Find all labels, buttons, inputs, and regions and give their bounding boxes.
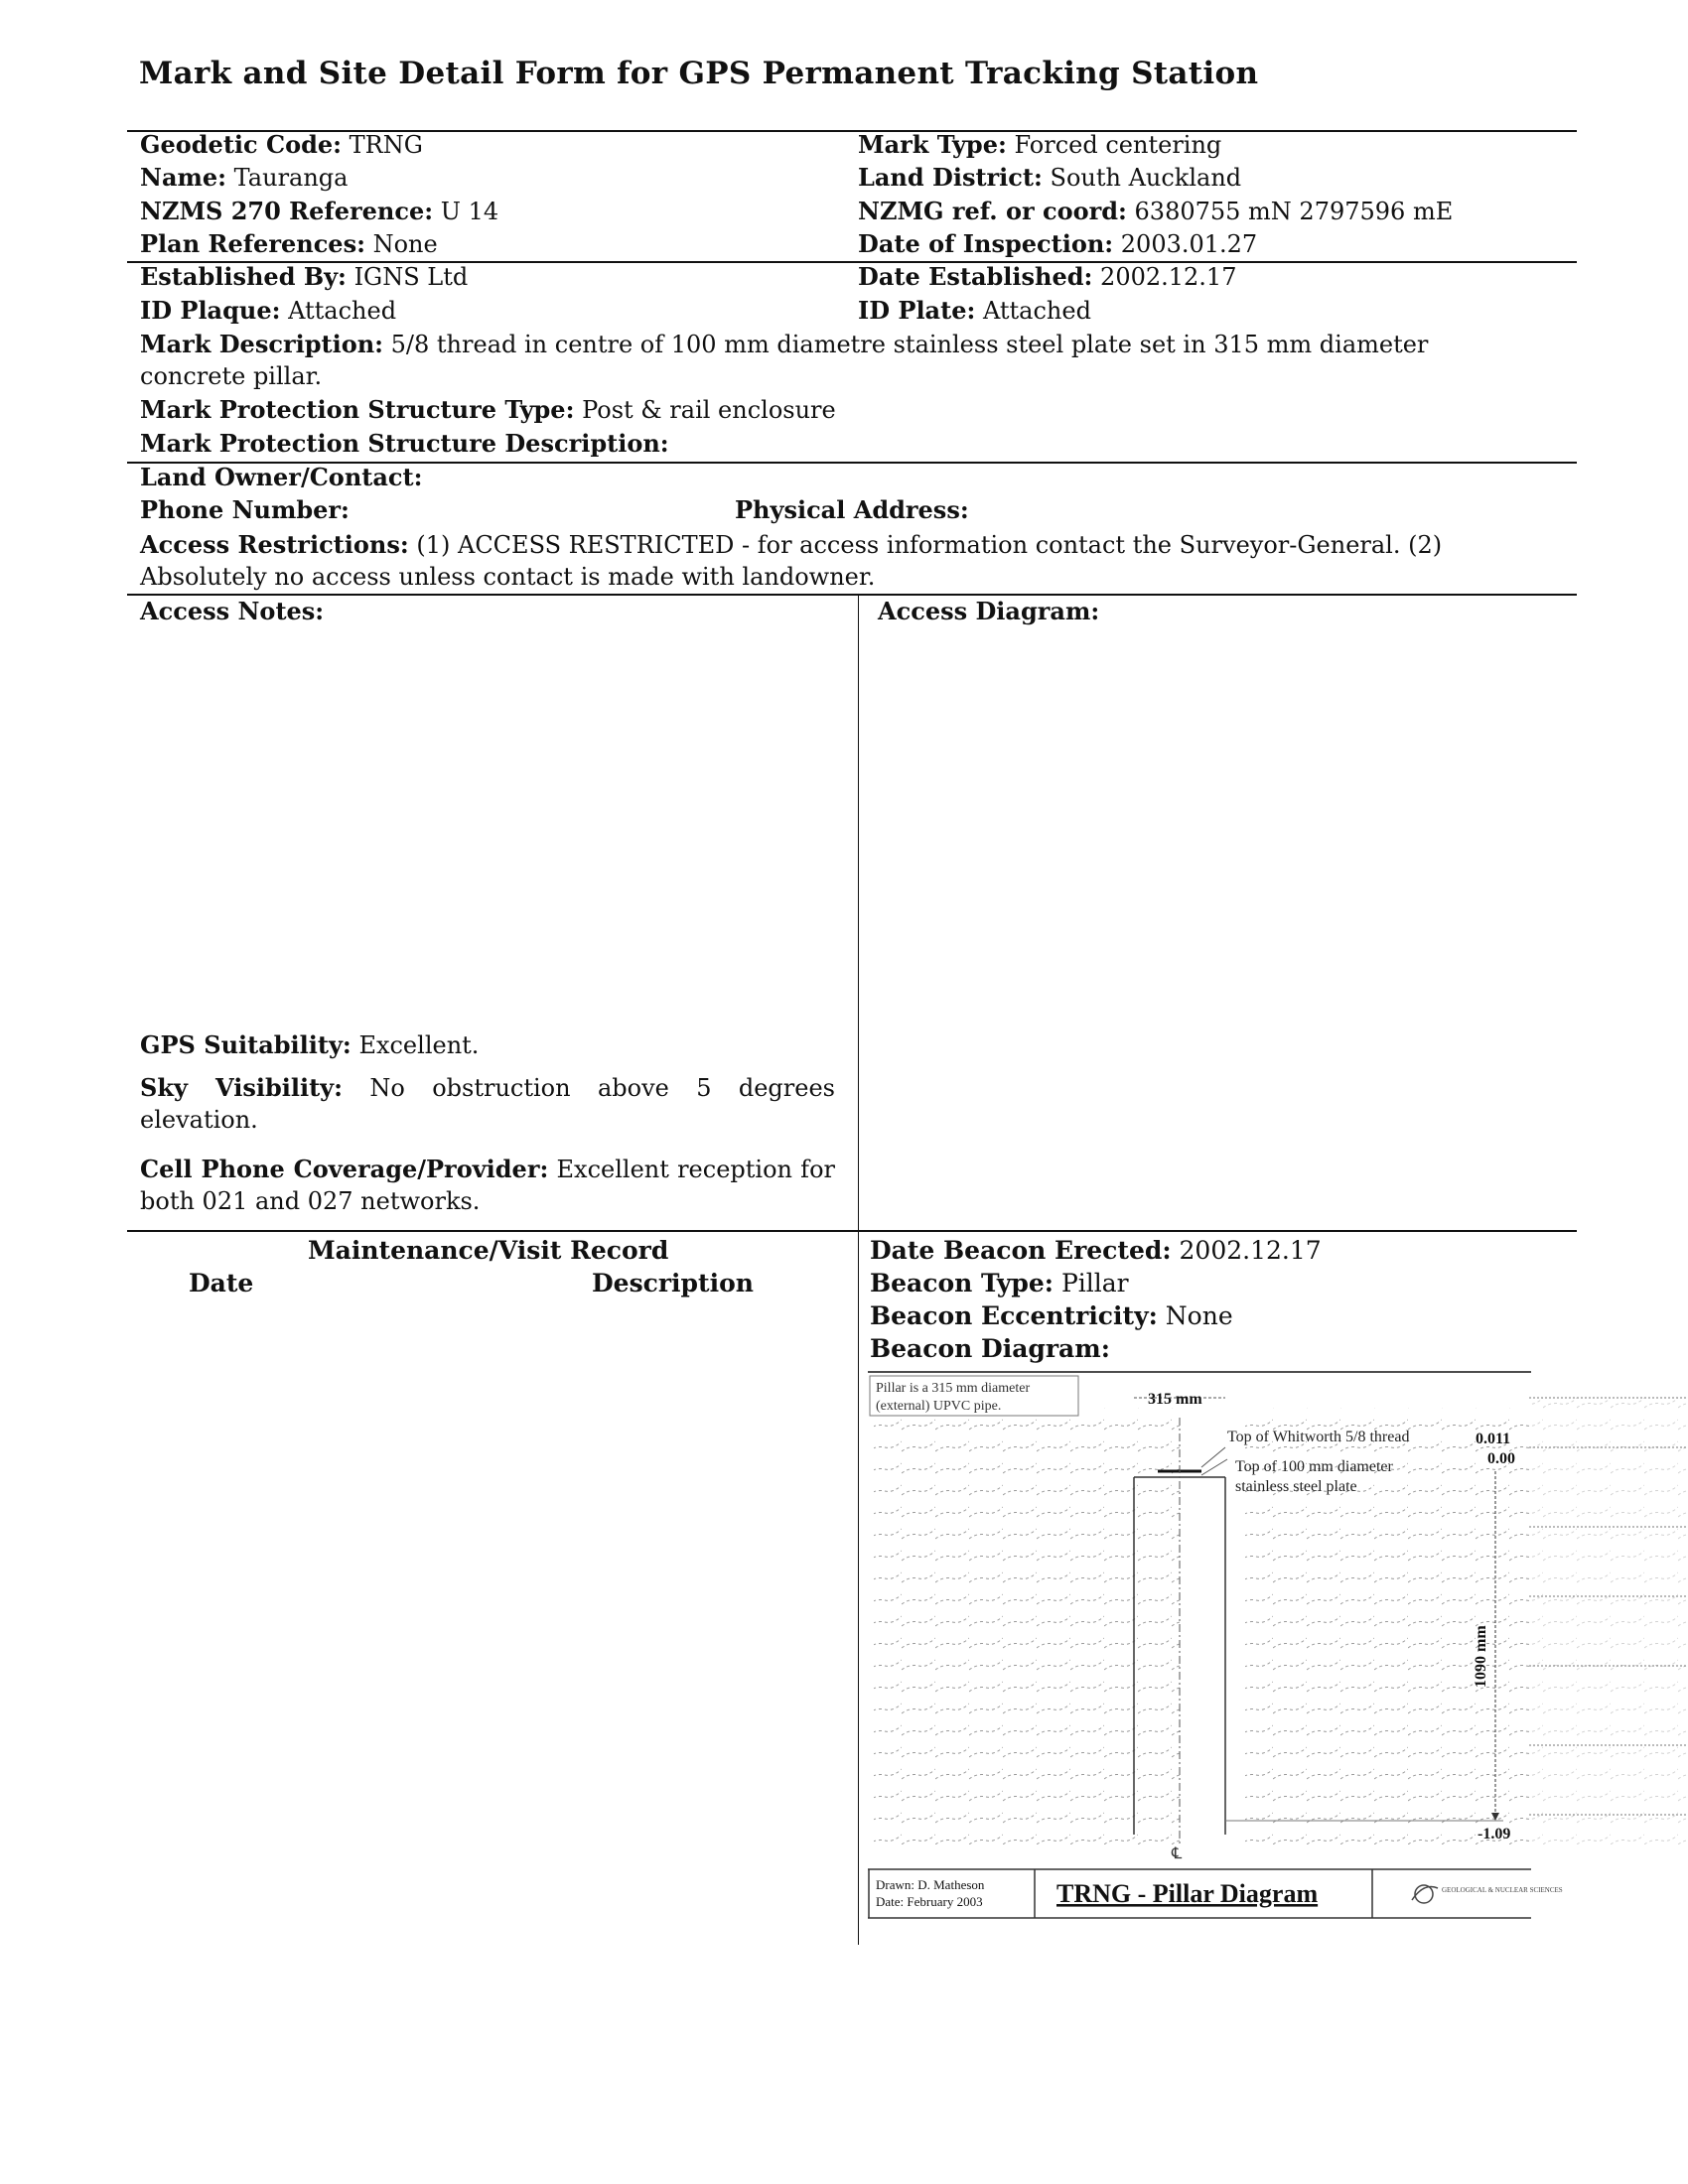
mark-description-field: Mark Description: 5/8 thread in centre of 100 mm diametre stainless steel plate set in 315 mm diameter concrete pillar. [140, 330, 1429, 390]
form-title: Mark and Site Detail Form for GPS Permanent Tracking Station [139, 56, 1259, 91]
gps-suitability-field: GPS Suitability: Excellent. [140, 1030, 480, 1059]
access-restrictions-field: Access Restrictions: (1) ACCESS RESTRICTED - for access information contact the Surveyor-General. (2) Absolutely no access unless contact is made with landowner. [140, 530, 1443, 591]
pillar-note-line1: Pillar is a 315 mm diameter [876, 1381, 1031, 1396]
drawn-by: Drawn: D. Matheson [876, 1877, 985, 1892]
protection-type-field: Mark Protection Structure Type: Post & rail enclosure [140, 395, 836, 424]
geodetic-code-field: Geodetic Code: TRNG [140, 130, 423, 159]
access-notes-heading: Access Notes: [140, 597, 325, 625]
centerline-symbol: ℄ [1172, 1845, 1183, 1862]
thread-label: Top of Whitworth 5/8 thread [1227, 1429, 1410, 1445]
divider-vertical [858, 595, 859, 1945]
access-diagram-heading: Access Diagram: [878, 597, 1100, 625]
maintenance-col-description: Description [592, 1269, 754, 1297]
date-beacon-erected-field: Date Beacon Erected: 2002.12.17 [870, 1236, 1322, 1265]
plan-references-field: Plan References: None [140, 229, 438, 258]
phone-number-field: Phone Number: [140, 495, 350, 524]
drawn-date: Date: February 2003 [876, 1894, 983, 1909]
bottom-value: -1.09 [1477, 1826, 1511, 1843]
established-by-field: Established By: IGNS Ltd [140, 262, 469, 291]
hatch-left [874, 1408, 1182, 1844]
date-inspection-field: Date of Inspection: 2003.01.27 [858, 229, 1258, 258]
divider-maintenance [127, 1230, 1577, 1232]
plate-value: 0.00 [1487, 1450, 1515, 1467]
beacon-diagram-heading: Beacon Diagram: [870, 1334, 1110, 1363]
maintenance-heading: Maintenance/Visit Record [308, 1236, 669, 1265]
beacon-eccentricity-field: Beacon Eccentricity: None [870, 1301, 1233, 1330]
date-established-field: Date Established: 2002.12.17 [858, 262, 1237, 291]
gns-logo-icon [1412, 1885, 1563, 1903]
gns-logo-text: GEOLOGICAL & NUCLEAR SCIENCES [1442, 1886, 1563, 1894]
plate-label-line2: stainless steel plate [1235, 1478, 1357, 1495]
maintenance-col-date: Date [189, 1269, 254, 1297]
id-plate-field: ID Plate: Attached [858, 296, 1091, 325]
pillar-note-line2: (external) UPVC pipe. [876, 1399, 1002, 1414]
name-field: Name: Tauranga [140, 163, 349, 192]
pillar-diagram-title: TRNG - Pillar Diagram [1056, 1879, 1319, 1908]
pillar-diagram [868, 1368, 1688, 1924]
height-label: 1090 mm [1473, 1625, 1489, 1688]
id-plaque-field: ID Plaque: Attached [140, 296, 397, 325]
beacon-type-field: Beacon Type: Pillar [870, 1269, 1129, 1297]
land-owner-field: Land Owner/Contact: [140, 463, 423, 491]
mark-type-field: Mark Type: Forced centering [858, 130, 1222, 159]
cell-coverage-field: Cell Phone Coverage/Provider: Excellent reception for both 021 and 027 networks. [140, 1155, 835, 1215]
hatch-far-right [1529, 1388, 1688, 1844]
land-district-field: Land District: South Auckland [858, 163, 1242, 192]
pillar-width-label: 315 mm [1148, 1391, 1202, 1408]
divider-access [127, 594, 1577, 596]
protection-description-field: Mark Protection Structure Description: [140, 429, 669, 458]
nzms-field: NZMS 270 Reference: U 14 [140, 197, 499, 225]
plate-label-line1: Top of 100 mm diameter [1235, 1458, 1393, 1475]
thread-value: 0.011 [1476, 1431, 1511, 1447]
nzmg-field: NZMG ref. or coord: 6380755 mN 2797596 mE [858, 197, 1454, 225]
sky-visibility-field: Sky Visibility: No obstruction above 5 degrees elevation. [140, 1073, 835, 1134]
physical-address-field: Physical Address: [735, 495, 969, 524]
